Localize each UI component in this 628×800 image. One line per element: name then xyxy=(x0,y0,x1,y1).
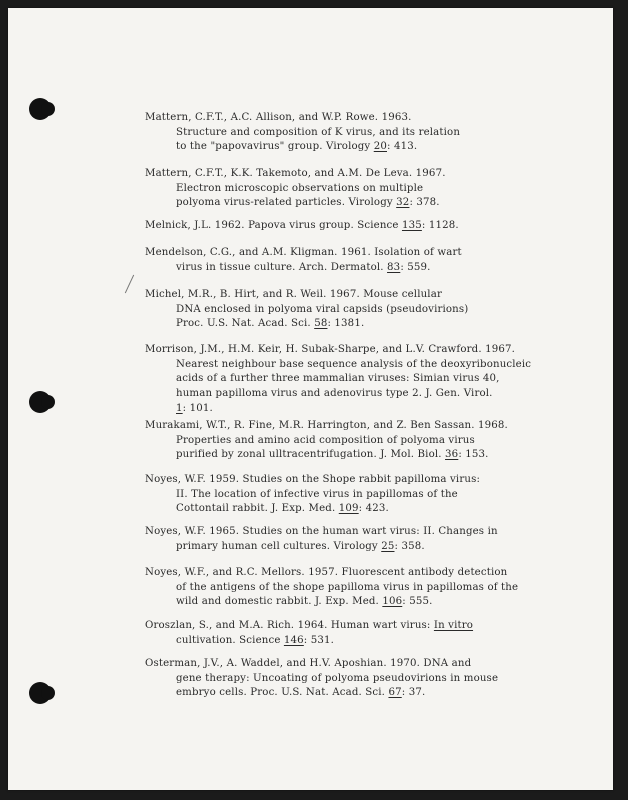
reference-continuation-line: of the antigens of the shope papilloma virus in papillomas of the xyxy=(176,581,519,593)
reference-continuation-line: DNA enclosed in polyoma viral capsids (pseudovirions) xyxy=(176,303,469,315)
reference-entry xyxy=(145,566,518,610)
reference-continuation-line: wild and domestic rabbit. J. Exp. Med. 106: 555. xyxy=(176,596,433,608)
reference-entry xyxy=(145,657,498,701)
reference-continuation-line: 1: 101. xyxy=(176,402,213,414)
reference-continuation-line: human papilloma virus and adenovirus type 2. J. Gen. Virol. xyxy=(176,388,493,400)
reference-continuation-line: cultivation. Science 146: 531. xyxy=(176,634,335,646)
underlined-text: 109 xyxy=(338,503,359,515)
reference-entry xyxy=(145,419,508,463)
reference-continuation-line: Nearest neighbour base sequence analysis of the deoxyribonucleic xyxy=(176,358,532,370)
underlined-text: 32 xyxy=(396,197,410,209)
reference-continuation-line: Electron microscopic observations on multiple xyxy=(176,182,424,194)
reference-continuation-line: to the "papovavirus" group. Virology 20: 413. xyxy=(176,141,418,153)
reference-entry xyxy=(145,288,468,332)
reference-entry xyxy=(145,619,473,648)
underlined-text: 1 xyxy=(176,402,183,414)
reference-first-line: Murakami, W.T., R. Fine, M.R. Harrington, and Z. Ben Sassan. 1968. xyxy=(145,420,508,431)
reference-continuation-line: polyoma virus-related particles. Virology 32: 378. xyxy=(176,197,440,209)
reference-continuation-line: Proc. U.S. Nat. Acad. Sci. 58: 1381. xyxy=(176,318,365,330)
reference-first-line: Mattern, C.F.T., K.K. Takemoto, and A.M. De Leva. 1967. xyxy=(145,168,446,179)
reference-continuation-line: II. The location of infective virus in papillomas of the xyxy=(176,488,458,500)
reference-first-line: Noyes, W.F. 1965. Studies on the human wart virus: II. Changes in xyxy=(145,526,498,537)
document-page xyxy=(8,8,613,790)
underlined-text: 36 xyxy=(445,449,459,461)
reference-continuation-line: Cottontail rabbit. J. Exp. Med. 109: 423. xyxy=(176,503,389,515)
underlined-text: 67 xyxy=(388,687,402,699)
reference-first-line: Melnick, J.L. 1962. Papova virus group. Science 135: 1128. xyxy=(145,220,459,231)
reference-first-line: Noyes, W.F., and R.C. Mellors. 1957. Fluorescent antibody detection xyxy=(145,567,508,578)
reference-continuation-line: Structure and composition of K virus, and its relation xyxy=(176,126,461,138)
binder-hole-bottom xyxy=(29,682,51,704)
reference-continuation-line: virus in tissue culture. Arch. Dermatol. 83: 559. xyxy=(176,261,431,273)
reference-entry xyxy=(145,246,462,275)
reference-continuation-line: purified by zonal ulltracentrifugation. J. Mol. Biol. 36: 153. xyxy=(176,449,489,461)
binder-hole-middle xyxy=(29,391,51,413)
reference-entry xyxy=(145,167,446,211)
reference-first-line: Oroszlan, S., and M.A. Rich. 1964. Human wart virus: In vitro xyxy=(145,620,474,631)
reference-first-line: Osterman, J.V., A. Waddel, and H.V. Aposhian. 1970. DNA and xyxy=(145,658,472,669)
underlined-text: 106 xyxy=(382,596,403,608)
reference-entry xyxy=(145,525,498,554)
reference-continuation-line: Properties and amino acid composition of polyoma virus xyxy=(176,434,475,446)
reference-entry xyxy=(145,219,459,234)
reference-entry xyxy=(145,111,460,155)
underlined-text: 83 xyxy=(387,261,401,273)
pencil-mark xyxy=(125,275,134,294)
underlined-text: 58 xyxy=(314,318,328,330)
underlined-text: 146 xyxy=(283,634,304,646)
reference-continuation-line: gene therapy: Uncoating of polyoma pseudovirions in mouse xyxy=(176,672,499,684)
reference-continuation-line: acids of a further three mammalian viruses: Simian virus 40, xyxy=(176,373,500,385)
reference-first-line: Morrison, J.M., H.M. Keir, H. Subak-Sharpe, and L.V. Crawford. 1967. xyxy=(145,344,516,355)
reference-first-line: Michel, M.R., B. Hirt, and R. Weil. 1967. Mouse cellular xyxy=(145,289,442,300)
reference-entry xyxy=(145,343,531,417)
reference-first-line: Mendelson, C.G., and A.M. Kligman. 1961. Isolation of wart xyxy=(145,247,462,258)
reference-continuation-line: primary human cell cultures. Virology 25: 358. xyxy=(176,540,425,552)
reference-continuation-line: embryo cells. Proc. U.S. Nat. Acad. Sci. 67: 37. xyxy=(176,687,426,699)
underlined-text: 25 xyxy=(381,540,395,552)
underlined-text: 135 xyxy=(401,220,422,231)
reference-entry xyxy=(145,473,480,517)
binder-hole-top xyxy=(29,98,51,120)
underlined-text: 20 xyxy=(373,141,387,153)
reference-first-line: Noyes, W.F. 1959. Studies on the Shope rabbit papilloma virus: xyxy=(145,474,481,485)
reference-first-line: Mattern, C.F.T., A.C. Allison, and W.P. Rowe. 1963. xyxy=(145,112,412,123)
underlined-text: In vitro xyxy=(433,620,474,631)
